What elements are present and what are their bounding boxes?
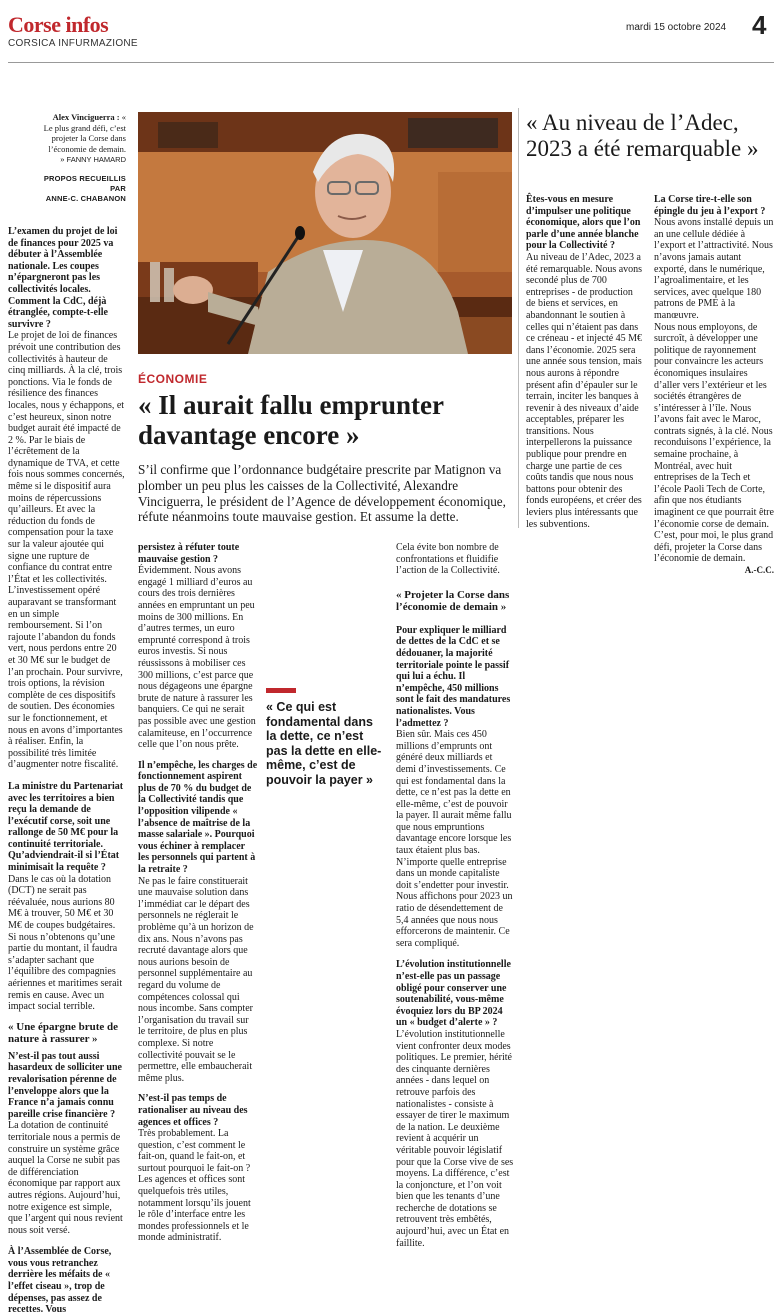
issue-date: mardi 15 octobre 2024 — [626, 22, 727, 33]
side-article-title: « Au niveau de l’Adec, 2023 a été remarquable » — [526, 110, 759, 161]
question: Pour expliquer le milliard de dettes de la CdC et se dédouaner, la majorité territoriale pointe le passif qui lui a échu. Il n’empêche, 450 millions sont le fait des mandatures nationalistes. Vous l’admettez ? — [396, 624, 511, 729]
brand-subtitle: CORSICA INFURMAZIONE — [8, 38, 138, 49]
side-column-1 — [526, 194, 644, 530]
answer: Le projet de loi de finances prévoit une contribution des collectivités à hauteur de cinq milliards. À la clé, trois ponctions. Via le fonds de résilience des finances locales, nous y échappons, et c’est heureux, sinon notre budget aurait été impacté de 2 %. Par le biais de l’écrêtement de la dynamique de TVA, et cette fois nous sommes concernés, même si le dispositif aura moins de répercussions qu’ailleurs. Et avec la réduction du fonds de compensation pour la taxe sur la valeur ajoutée qui signe une rupture de confiance du contrat entre l’État et les collectivités. L’investissement opéré auparavant se transformant en un simple remboursement. Si l’on rajoute l’abandon du fonds vert, nous perdons entre 20 et 30 M€ sur le budget de l’an prochain. Pour survivre, trois options, la révision complète de ces dispositifs de soutien. Des économies sur le fonctionnement, et nous en avons d’importantes à réaliser. Enfin, la possibilité très limitée d’augmenter notre fiscalité. — [8, 330, 125, 771]
side-column-2 — [654, 194, 774, 577]
answer: Nous nous employons, de surcroît, à développer une politique de rayonnement pour convaincre les acteurs économiques insulaires d’aller vers l’extérieur et les sociétés étrangères de s’intéresser à l’île. Nous l’avons fait avec le Maroc, contrats signés, à la clé. Nous reconduisons l’expérience, la semaine prochaine, à Montréal, avec huit entreprises de la Tech et l’école Paoli Tech de Corte, afin que nos étudiants imaginent ce que pourrait être l’économie corse de demain. C’est, pour moi, le plus grand défi, projeter la Corse dans l’économie de demain. — [654, 321, 774, 565]
answer: Bien sûr. Mais ces 450 millions d’emprunts ont généré deux milliards et demi d’investissements. Ce qui est fondamental dans la dette, ce n’est pas la dette en elle-même, c’est de pouvoir la payer. Il aurait même fallu que nous empruntions davantage encore lorsque les taux étaient plus bas. N’importe quelle entreprise dans un monde capitaliste doit s’endetter pour investir. Nous affichons pour 2023 un ratio de désendettement de 5,4 années que nous nous efforcerons de maintenir. Ce sera compliqué. — [396, 729, 513, 949]
page-number: 4 — [752, 10, 767, 40]
answer: Cela évite bon nombre de confrontations et fluidifie l’action de la Collectivité. — [396, 542, 500, 577]
header-divider — [8, 62, 774, 63]
lead-paragraph: S’il confirme que l’ordonnance budgétaire prescrite par Matignon va plomber un peu plus les caisses de la Collectivité, Alexandre Vinciguerra, le président de l’Agence de développement économique, réfute néanmoins toute mauvaise gestion. Et assume la dette. — [138, 462, 506, 525]
byline-author: ANNE-C. CHABANON — [45, 194, 126, 203]
caption-name: Alex Vinciguerra : — [52, 112, 120, 122]
caption-text: « Le plus grand défi, c’est projeter la Corse dans l’économie de demain. » — [43, 112, 126, 164]
headline: « Il aurait fallu emprunter davantage encore » — [138, 390, 444, 450]
article-column-1 — [8, 226, 126, 1316]
masthead — [8, 14, 138, 49]
question: Il n’empêche, les charges de fonctionnement aspirent plus de 70 % du budget de la Collectivité tandis que l’opposition vilipende « l’absence de maîtrise de la masse salariale ». Pourquoi vous échiner à remplacer les personnels qui partent à la retraite ? — [138, 759, 258, 876]
answer: Évidemment. Nous avons engagé 1 milliard d’euros au cours des trois dernières années en empruntant un peu moins de 300 millions. En d’autres termes, un euro emprunté correspond à trois euros investis. Si nous réussissons à mobiliser ces 300 millions, c’est parce que nous dégageons une épargne brute de nature à rassurer les banquiers. Ce qui ne serait pas possible avec une gestion calamiteuse, en l’occurrence celle que l’on nous prête. — [138, 565, 256, 751]
byline-label: PROPOS RECUEILLIS PAR — [43, 174, 126, 193]
column-divider — [518, 108, 519, 528]
answer: Très probablement. La question, c’est comment le fait-on, quand le fait-on, et surtout pourquoi le fait-on ? Les agences et offices sont quelquefois très utiles, notamment lorsqu’ils jouent le rôle d’interface entre les mondes professionnels et le monde administratif. — [138, 1128, 251, 1244]
subheading: « Projeter la Corse dans l’économie de demain » — [396, 588, 510, 613]
portrait-illustration — [138, 112, 512, 354]
answer: Nous avons installé depuis un an une cellule dédiée à l’export et l’attractivité. Nous n’avons jamais autant exporté, dans le numérique, l’agroalimentaire, et les services, avec quelque 180 patrons de PME à la manœuvre. — [654, 217, 774, 321]
answer: L’évolution institutionnelle vient confronter deux modes politiques. Le premier, hérité des cinquante dernières années - dans lequel on retrouve parfois des nationalistes - consiste à essayer de tirer le maximum de la nation. Le deuxième revient à acquérir un véritable pouvoir législatif pour que la Corse vive de ses moyens. La différence, c’est la conjoncture, et l’on voit bien que les tenants d’une recherche de dotations se retrouvent très embêtés, aujourd’hui, avec un État en faillite. — [396, 1028, 514, 1249]
question: N’est-il pas temps de rationaliser au niveau des agences et offices ? — [138, 1093, 248, 1128]
signature: A.-C.C. — [744, 565, 774, 575]
question: À l’Assemblée de Corse, vous vous retranchez derrière les méfaits de « l’effet ciseau », trop de dépenses, pas assez de recettes. Vous — [8, 1246, 112, 1316]
question: persistez à réfuter toute mauvaise gestion ? — [138, 542, 240, 565]
question: Êtes-vous en mesure d’impulser une politique économique, alors que l’on parle d’une année blanche pour la Collectivité ? — [526, 194, 641, 252]
section-kicker: ÉCONOMIE — [138, 372, 208, 386]
question: L’évolution institutionnelle n’est-elle pas un passage obligé pour conserver une soutenabilité, vous-même évoquiez lors du BP 2024 un « budget d’alerte » ? — [396, 959, 511, 1029]
answer: Ne pas le faire constituerait une mauvaise solution dans l’immédiat car le départ des personnels ne réglerait le problème qu’à un horizon de dix ans. Nous n’avons pas recruté davantage alors que nous aurions besoin de personnel supplémentaire au regard du volume de compétences colossal qui nous incombe. Sans compter l’organisation du travail sur le territoire, de plus en plus complexe. Si notre collectivité pouvait se le permettre, elle embaucherait même plus. — [138, 875, 254, 1084]
answer: Dans le cas où la dotation (DCT) ne serait pas réévaluée, nous aurions 80 M€ à trouver, 50 M€ et 30 M€ de coupes budgétaires. Si nous n’obtenons qu’une partie du montant, il faudra s’adapter sachant que l’équilibre des compagnies aériennes et maritimes serait remis en cause. Avec un impact social terrible. — [8, 873, 123, 1013]
photo-caption — [42, 112, 126, 166]
byline — [30, 174, 126, 204]
photo-credit: FANNY HAMARD — [64, 155, 126, 164]
pull-quote-accent — [266, 688, 296, 693]
portrait-photo — [138, 112, 512, 354]
question: La ministre du Partenariat avec les territoires a bien reçu la demande de l’exécutif corse, soit une rallonge de 50 M€ pour la continuité territoriale. Qu’adviendrait-il si l’État minimisait la requête ? — [8, 780, 124, 874]
article-column-3 — [396, 542, 514, 1249]
subheading: « Une épargne brute de nature à rassurer » — [8, 1020, 118, 1045]
answer: La dotation de continuité territoriale nous a permis de construire un système grâce auquel la Corse ne subit pas de différenciation économique par rapport aux autres régions. Aujourd’hui, notre exigence est simple, que l’argent qui nous revient nous soit versé. — [8, 1120, 123, 1236]
question: N’est-il pas tout aussi hasardeux de solliciter une revalorisation pérenne de l’enveloppe alors que la France n’a jamais connu pareille crise financière ? — [8, 1050, 122, 1120]
question: L’examen du projet de loi de finances pour 2025 va débuter à l’Assemblée nationale. Les coupes n’épargneront pas les collectivités locales. Comment la CdC, déjà étranglée, compte-t-elle survivre ? — [8, 226, 118, 330]
question: La Corse tire-t-elle son épingle du jeu à l’export ? — [654, 194, 766, 217]
answer: Au niveau de l’Adec, 2023 a été remarquable. Nous avons secondé plus de 700 entreprises - de production de biens et services, en abandonnant le soutien à celles qui n’étaient pas dans ce créneau - et injecté 45 M€ dans l’économie. 2025 sera une année sous tension, mais nous aurons à répondre présent afin d’épauler sur le terrain, inciter les banques à revenir à des niveaux d’aide acceptables, préparer les transitions. Nous interpellerons la puissance publique pour prendre en charge une partie de ces coûts tandis que nous nous battons pour obtenir des fonds européens, et créer des leviers plus intéressants que les subventions. — [526, 251, 643, 530]
pull-quote: « Ce qui est fondamental dans la dette, ce n’est pas la dette en elle-même, c’est de pouvoir la payer » — [266, 700, 382, 787]
article-column-2 — [138, 542, 258, 1244]
brand-logo: Corse infos — [8, 12, 109, 37]
